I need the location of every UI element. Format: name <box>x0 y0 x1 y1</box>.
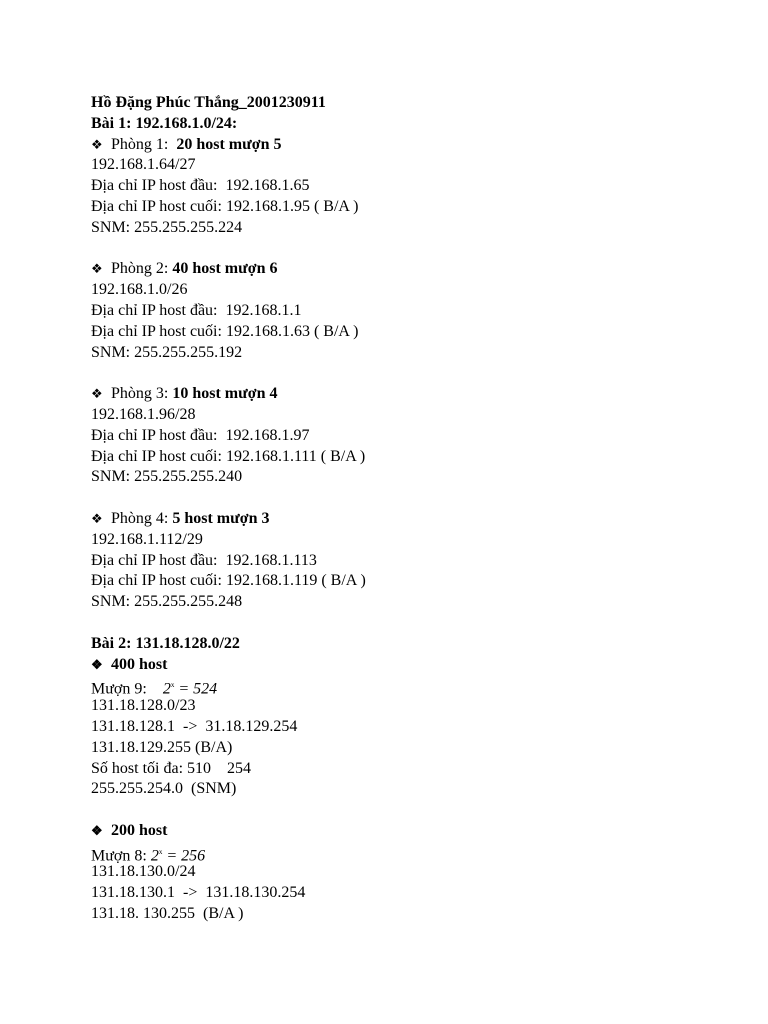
borrow-label: Mượn 9: <box>91 680 163 698</box>
bai1-title: Bài 1: 192.168.1.0/24: <box>91 114 238 132</box>
room-first-host: Địa chỉ IP host đầu: 192.168.1.97 <box>91 426 310 444</box>
power-result: = 524 <box>174 680 218 698</box>
power-base: 2 <box>150 847 159 865</box>
part-snm: 255.255.254.0 (SNM) <box>91 780 237 798</box>
spacer <box>91 488 751 509</box>
power-result: = 256 <box>162 847 206 865</box>
part-broadcast: 131.18.129.255 (B/A) <box>91 738 233 756</box>
room-heading <box>91 509 751 530</box>
room-name: Phòng 1: <box>111 135 169 153</box>
power-exponent: x <box>170 681 175 690</box>
room-hosts: 5 host mượn 3 <box>172 509 270 527</box>
room-snm: SNM: 255.255.255.192 <box>91 343 243 361</box>
room-hosts: 20 host mượn 5 <box>176 135 282 153</box>
author-line: Hồ Đặng Phúc Thắng_2001230911 <box>91 94 326 111</box>
diamond-bullet-icon: ❖ <box>91 386 103 402</box>
part-heading <box>91 821 751 842</box>
diamond-bullet-icon: ❖ <box>91 510 103 526</box>
part-network: 131.18.130.0/24 <box>91 863 196 881</box>
diamond-bullet-icon: ❖ <box>91 261 103 277</box>
diamond-bullet-icon: ❖ <box>91 656 103 672</box>
room-last-host: Địa chỉ IP host cuối: 192.168.1.119 ( B/A ) <box>91 572 366 590</box>
room-heading <box>91 384 751 405</box>
room-last-host: Địa chỉ IP host cuối: 192.168.1.95 ( B/A ) <box>91 197 359 215</box>
room-name: Phòng 4: <box>111 509 169 527</box>
diamond-bullet-icon: ❖ <box>91 136 103 152</box>
borrow-line <box>91 842 751 863</box>
power-base: 2 <box>162 680 171 698</box>
room-last-host: Địa chỉ IP host cuối: 192.168.1.63 ( B/A ) <box>91 322 359 340</box>
room-snm: SNM: 255.255.255.248 <box>91 593 243 611</box>
spacer <box>91 239 751 260</box>
document-content <box>91 93 751 925</box>
room-last-host: Địa chỉ IP host cuối: 192.168.1.111 ( B/A ) <box>91 447 366 465</box>
diamond-bullet-icon: ❖ <box>91 822 103 838</box>
spacer <box>91 363 751 384</box>
room-network: 192.168.1.0/26 <box>91 281 188 299</box>
borrow-label: Mượn 8: <box>91 847 151 865</box>
room-network: 192.168.1.112/29 <box>91 530 203 548</box>
part-range: 131.18.128.1 -> 31.18.129.254 <box>91 717 298 735</box>
room-network: 192.168.1.64/27 <box>91 156 196 174</box>
power-exponent: x <box>158 847 163 856</box>
room-name: Phòng 3: <box>111 385 169 403</box>
room-snm: SNM: 255.255.255.224 <box>91 218 243 236</box>
room-first-host: Địa chỉ IP host đầu: 192.168.1.113 <box>91 551 317 569</box>
part-range: 131.18.130.1 -> 131.18.130.254 <box>91 884 306 902</box>
spacer <box>91 613 751 634</box>
room-hosts: 40 host mượn 6 <box>172 260 278 278</box>
borrow-line <box>91 675 751 696</box>
bai2-title: Bài 2: 131.18.128.0/22 <box>91 634 240 652</box>
room-name: Phòng 2: <box>111 260 169 278</box>
part-broadcast: 131.18. 130.255 (B/A ) <box>91 905 244 923</box>
room-heading <box>91 259 751 280</box>
part-heading-label: 400 host <box>111 655 168 673</box>
part-max-hosts: Số host tối đa: 510 254 <box>91 759 252 777</box>
part-network: 131.18.128.0/23 <box>91 697 196 715</box>
room-first-host: Địa chỉ IP host đầu: 192.168.1.1 <box>91 301 302 319</box>
room-network: 192.168.1.96/28 <box>91 405 196 423</box>
room-snm: SNM: 255.255.255.240 <box>91 468 243 486</box>
room-heading <box>91 135 751 156</box>
part-heading <box>91 655 751 676</box>
room-hosts: 10 host mượn 4 <box>172 385 278 403</box>
spacer <box>91 800 751 821</box>
part-heading-label: 200 host <box>111 821 168 839</box>
room-first-host: Địa chỉ IP host đầu: 192.168.1.65 <box>91 177 310 195</box>
